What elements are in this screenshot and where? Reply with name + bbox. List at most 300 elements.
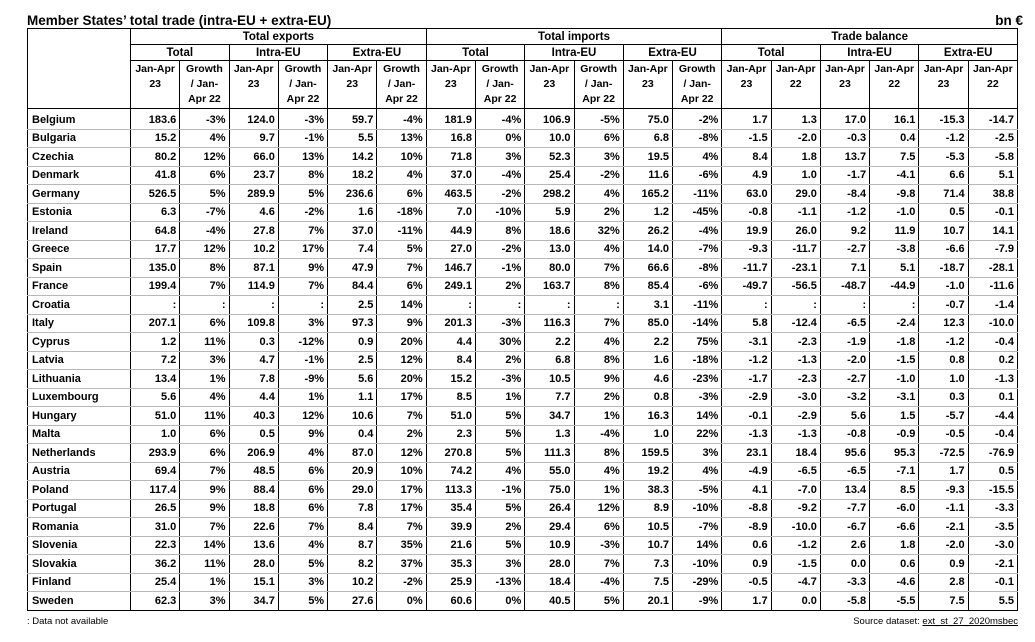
- table-cell: :: [278, 296, 327, 315]
- country-name: Cyprus: [28, 333, 131, 352]
- table-cell: 37.0: [328, 222, 377, 241]
- table-cell: 3%: [475, 555, 524, 574]
- table-cell: 9%: [278, 259, 327, 278]
- table-cell: 7.1: [820, 259, 869, 278]
- table-cell: -1.0: [919, 277, 968, 296]
- table-cell: -12.4: [771, 314, 820, 333]
- table-cell: 47.9: [328, 259, 377, 278]
- table-row: [28, 555, 1018, 574]
- column-header: Jan-Apr 22: [870, 61, 919, 109]
- document-page: [27, 6, 1023, 627]
- table-body: [28, 109, 1018, 611]
- country-name: Germany: [28, 185, 131, 204]
- table-cell: -5.8: [820, 592, 869, 611]
- table-cell: 7%: [180, 518, 229, 537]
- table-row: [28, 425, 1018, 444]
- country-name: Sweden: [28, 592, 131, 611]
- table-cell: 29.0: [328, 481, 377, 500]
- table-cell: 4%: [180, 388, 229, 407]
- table-cell: 8%: [475, 222, 524, 241]
- table-cell: 11%: [180, 407, 229, 426]
- table-cell: -9%: [278, 370, 327, 389]
- table-cell: -1%: [475, 259, 524, 278]
- table-cell: 0.5: [919, 203, 968, 222]
- table-cell: 3%: [180, 351, 229, 370]
- table-cell: -9.2: [771, 499, 820, 518]
- source-dataset-link[interactable]: ext_st_27_2020msbec: [922, 615, 1018, 627]
- table-cell: 207.1: [131, 314, 180, 333]
- trade-table: [27, 28, 1018, 611]
- table-cell: -2.0: [820, 351, 869, 370]
- column-header: Jan-Apr 23: [229, 61, 278, 109]
- table-cell: -10.0: [968, 314, 1017, 333]
- table-cell: -2.9: [722, 388, 771, 407]
- table-cell: 18.6: [525, 222, 574, 241]
- table-cell: 3%: [574, 148, 623, 167]
- table-cell: 18.8: [229, 499, 278, 518]
- table-cell: -72.5: [919, 444, 968, 463]
- table-cell: 6%: [574, 518, 623, 537]
- table-cell: 27.0: [426, 240, 475, 259]
- table-cell: 11%: [180, 555, 229, 574]
- table-cell: 12.3: [919, 314, 968, 333]
- table-cell: -3.2: [820, 388, 869, 407]
- table-cell: 12%: [574, 499, 623, 518]
- table-cell: 270.8: [426, 444, 475, 463]
- table-cell: 4.1: [722, 481, 771, 500]
- table-cell: 1%: [475, 388, 524, 407]
- table-cell: 28.0: [525, 555, 574, 574]
- table-cell: -45%: [673, 203, 722, 222]
- table-cell: -1.0: [870, 370, 919, 389]
- table-row: [28, 259, 1018, 278]
- table-cell: 71.4: [919, 185, 968, 204]
- table-cell: -2.3: [771, 370, 820, 389]
- table-cell: 1.8: [771, 148, 820, 167]
- table-cell: 44.9: [426, 222, 475, 241]
- header-subgroup: Extra-EU: [328, 45, 427, 61]
- table-cell: 5%: [278, 185, 327, 204]
- column-header: Jan-Apr 23: [820, 61, 869, 109]
- table-cell: 52.3: [525, 148, 574, 167]
- table-cell: 8.4: [722, 148, 771, 167]
- table-row: [28, 388, 1018, 407]
- table-cell: 10.5: [525, 370, 574, 389]
- table-cell: 1.7: [919, 462, 968, 481]
- table-cell: -6.5: [820, 314, 869, 333]
- table-cell: 6%: [278, 481, 327, 500]
- table-cell: 0.5: [968, 462, 1017, 481]
- table-cell: 8%: [278, 166, 327, 185]
- table-cell: 5.9: [525, 203, 574, 222]
- table-cell: 4%: [180, 129, 229, 148]
- table-cell: -1.2: [820, 203, 869, 222]
- table-cell: 14.1: [968, 222, 1017, 241]
- table-row: [28, 333, 1018, 352]
- table-cell: 181.9: [426, 109, 475, 130]
- table-cell: -0.4: [968, 333, 1017, 352]
- table-cell: -4%: [377, 109, 426, 130]
- table-cell: 0.3: [229, 333, 278, 352]
- table-cell: -1.5: [771, 555, 820, 574]
- table-cell: 35.3: [426, 555, 475, 574]
- table-cell: 5%: [475, 407, 524, 426]
- table-cell: 1.5: [870, 407, 919, 426]
- table-cell: 15.2: [131, 129, 180, 148]
- table-cell: 21.6: [426, 536, 475, 555]
- table-cell: 63.0: [722, 185, 771, 204]
- table-cell: 40.3: [229, 407, 278, 426]
- table-cell: 27.8: [229, 222, 278, 241]
- table-cell: -4.7: [771, 573, 820, 592]
- table-cell: 1%: [180, 573, 229, 592]
- table-cell: 5.1: [968, 166, 1017, 185]
- table-cell: 13.7: [820, 148, 869, 167]
- table-cell: -11.7: [771, 240, 820, 259]
- country-name: Hungary: [28, 407, 131, 426]
- table-cell: -2%: [278, 203, 327, 222]
- table-cell: 5.8: [722, 314, 771, 333]
- country-name: Italy: [28, 314, 131, 333]
- table-cell: 12%: [180, 240, 229, 259]
- table-cell: 97.3: [328, 314, 377, 333]
- table-cell: -7.0: [771, 481, 820, 500]
- country-name: Czechia: [28, 148, 131, 167]
- table-cell: 236.6: [328, 185, 377, 204]
- table-cell: -2%: [673, 109, 722, 130]
- table-row: [28, 296, 1018, 315]
- table-cell: 0.8: [919, 351, 968, 370]
- table-row: [28, 499, 1018, 518]
- table-cell: 87.0: [328, 444, 377, 463]
- table-cell: 25.4: [525, 166, 574, 185]
- table-cell: :: [722, 296, 771, 315]
- table-cell: 69.4: [131, 462, 180, 481]
- table-cell: 1.7: [722, 109, 771, 130]
- table-row: [28, 277, 1018, 296]
- table-cell: 71.8: [426, 148, 475, 167]
- table-cell: -2.7: [820, 370, 869, 389]
- table-cell: 6%: [377, 277, 426, 296]
- column-header: Jan-Apr 23: [623, 61, 672, 109]
- table-cell: -3.0: [968, 536, 1017, 555]
- table-cell: 124.0: [229, 109, 278, 130]
- table-cell: 298.2: [525, 185, 574, 204]
- table-cell: -0.5: [919, 425, 968, 444]
- table-cell: -3%: [475, 314, 524, 333]
- country-name: Slovakia: [28, 555, 131, 574]
- table-cell: -0.1: [968, 573, 1017, 592]
- header-subgroup: Extra-EU: [919, 45, 1018, 61]
- table-cell: 114.9: [229, 277, 278, 296]
- table-cell: 7.2: [131, 351, 180, 370]
- table-cell: 0.0: [771, 592, 820, 611]
- table-cell: 2.8: [919, 573, 968, 592]
- source-label: Source dataset:: [853, 615, 923, 627]
- table-cell: -4%: [574, 573, 623, 592]
- table-cell: 19.9: [722, 222, 771, 241]
- column-header: Jan-Apr 23: [525, 61, 574, 109]
- table-cell: 10.5: [623, 518, 672, 537]
- table-cell: 6%: [180, 425, 229, 444]
- table-cell: 10.0: [525, 129, 574, 148]
- table-cell: 10.6: [328, 407, 377, 426]
- table-cell: -2%: [475, 240, 524, 259]
- table-cell: 11%: [180, 333, 229, 352]
- table-cell: -3%: [180, 109, 229, 130]
- table-cell: -2.3: [771, 333, 820, 352]
- table-cell: -44.9: [870, 277, 919, 296]
- table-cell: -3.1: [722, 333, 771, 352]
- table-cell: -8%: [673, 129, 722, 148]
- table-cell: -8%: [673, 259, 722, 278]
- table-cell: 51.0: [426, 407, 475, 426]
- table-cell: 7%: [278, 518, 327, 537]
- table-cell: -9%: [673, 592, 722, 611]
- table-cell: :: [771, 296, 820, 315]
- table-cell: 14%: [180, 536, 229, 555]
- table-cell: 13.6: [229, 536, 278, 555]
- table-cell: -1.2: [919, 333, 968, 352]
- table-cell: 80.2: [131, 148, 180, 167]
- table-cell: -0.4: [968, 425, 1017, 444]
- country-name: Ireland: [28, 222, 131, 241]
- table-cell: -7%: [180, 203, 229, 222]
- table-cell: 9%: [278, 425, 327, 444]
- table-cell: 8%: [574, 444, 623, 463]
- table-cell: 6%: [278, 499, 327, 518]
- header-blank: [28, 29, 131, 109]
- table-row: [28, 129, 1018, 148]
- country-name: Slovenia: [28, 536, 131, 555]
- table-cell: 84.4: [328, 277, 377, 296]
- table-cell: -1.2: [919, 129, 968, 148]
- table-cell: 18.4: [525, 573, 574, 592]
- table-cell: -4%: [673, 222, 722, 241]
- table-footer: [27, 616, 1018, 627]
- table-cell: 2%: [574, 388, 623, 407]
- table-cell: 25.9: [426, 573, 475, 592]
- country-name: Latvia: [28, 351, 131, 370]
- table-cell: -5.5: [870, 592, 919, 611]
- table-cell: 14.0: [623, 240, 672, 259]
- table-cell: :: [426, 296, 475, 315]
- table-cell: 26.2: [623, 222, 672, 241]
- table-cell: 1.2: [131, 333, 180, 352]
- table-cell: :: [131, 296, 180, 315]
- table-cell: 1%: [278, 388, 327, 407]
- table-cell: -7%: [673, 518, 722, 537]
- table-cell: -8.9: [722, 518, 771, 537]
- table-cell: -3.5: [968, 518, 1017, 537]
- table-cell: 5%: [475, 425, 524, 444]
- table-cell: 10%: [377, 462, 426, 481]
- country-name: Malta: [28, 425, 131, 444]
- table-cell: -4%: [475, 166, 524, 185]
- country-name: Portugal: [28, 499, 131, 518]
- table-cell: 23.7: [229, 166, 278, 185]
- footnote: : Data not available: [27, 615, 109, 627]
- table-cell: 7.5: [623, 573, 672, 592]
- table-cell: 31.0: [131, 518, 180, 537]
- table-cell: 2.5: [328, 296, 377, 315]
- table-cell: -5.3: [919, 148, 968, 167]
- table-cell: -5%: [574, 109, 623, 130]
- country-name: Bulgaria: [28, 129, 131, 148]
- country-name: Belgium: [28, 109, 131, 130]
- table-cell: 7%: [180, 277, 229, 296]
- table-cell: 6%: [180, 314, 229, 333]
- country-name: Austria: [28, 462, 131, 481]
- table-cell: 4%: [278, 536, 327, 555]
- table-cell: 0%: [475, 592, 524, 611]
- table-row: [28, 370, 1018, 389]
- table-cell: -2%: [475, 185, 524, 204]
- table-cell: 0.9: [919, 555, 968, 574]
- table-cell: 17%: [278, 240, 327, 259]
- table-cell: 206.9: [229, 444, 278, 463]
- header-subgroup: Total: [722, 45, 821, 61]
- table-row: [28, 518, 1018, 537]
- table-cell: 7.7: [525, 388, 574, 407]
- table-cell: 7%: [574, 314, 623, 333]
- table-cell: -7.1: [870, 462, 919, 481]
- table-cell: -0.9: [870, 425, 919, 444]
- table-cell: 463.5: [426, 185, 475, 204]
- table-row: [28, 462, 1018, 481]
- table-cell: 6.3: [131, 203, 180, 222]
- table-cell: 34.7: [525, 407, 574, 426]
- table-cell: 1.0: [131, 425, 180, 444]
- table-cell: 6.8: [525, 351, 574, 370]
- table-cell: -4.4: [968, 407, 1017, 426]
- table-cell: 6%: [278, 462, 327, 481]
- table-cell: 1.1: [328, 388, 377, 407]
- table-cell: 1.0: [771, 166, 820, 185]
- country-name: Greece: [28, 240, 131, 259]
- table-cell: -2.0: [919, 536, 968, 555]
- table-cell: 3%: [475, 148, 524, 167]
- header-subgroup: Total: [426, 45, 525, 61]
- table-cell: -0.7: [919, 296, 968, 315]
- table-row: [28, 573, 1018, 592]
- table-cell: -2.1: [919, 518, 968, 537]
- table-cell: 10.7: [919, 222, 968, 241]
- country-name: Lithuania: [28, 370, 131, 389]
- table-cell: 17%: [377, 388, 426, 407]
- table-cell: -6.5: [820, 462, 869, 481]
- table-cell: -1.3: [968, 370, 1017, 389]
- table-cell: 32%: [574, 222, 623, 241]
- table-row: [28, 444, 1018, 463]
- table-cell: 1%: [574, 407, 623, 426]
- table-cell: -3%: [278, 109, 327, 130]
- column-header: Growth / Jan-Apr 22: [574, 61, 623, 109]
- table-cell: 17%: [377, 499, 426, 518]
- table-cell: -11.6: [968, 277, 1017, 296]
- table-cell: 3%: [278, 314, 327, 333]
- table-cell: 4%: [377, 166, 426, 185]
- column-header: Jan-Apr 23: [131, 61, 180, 109]
- table-cell: 8%: [574, 351, 623, 370]
- table-cell: -3%: [574, 536, 623, 555]
- table-cell: -4%: [180, 222, 229, 241]
- table-cell: 109.8: [229, 314, 278, 333]
- table-cell: -18.7: [919, 259, 968, 278]
- table-cell: -8.4: [820, 185, 869, 204]
- table-cell: 51.0: [131, 407, 180, 426]
- table-cell: 28.0: [229, 555, 278, 574]
- table-cell: 7%: [278, 277, 327, 296]
- table-cell: -11%: [673, 185, 722, 204]
- table-cell: 0.5: [229, 425, 278, 444]
- table-cell: -18%: [377, 203, 426, 222]
- header-group: Total exports: [131, 29, 427, 45]
- table-cell: 3.1: [623, 296, 672, 315]
- table-cell: -8.8: [722, 499, 771, 518]
- table-cell: 4%: [574, 462, 623, 481]
- table-cell: 87.1: [229, 259, 278, 278]
- table-cell: 20.1: [623, 592, 672, 611]
- table-cell: 1%: [180, 370, 229, 389]
- table-cell: 9%: [574, 370, 623, 389]
- table-cell: -3%: [475, 370, 524, 389]
- table-cell: -28.1: [968, 259, 1017, 278]
- table-cell: -1.4: [968, 296, 1017, 315]
- table-cell: 4%: [574, 240, 623, 259]
- table-cell: 0.0: [820, 555, 869, 574]
- table-row: [28, 222, 1018, 241]
- table-cell: -11%: [673, 296, 722, 315]
- table-cell: 6%: [180, 166, 229, 185]
- table-cell: 0.9: [722, 555, 771, 574]
- table-cell: 38.3: [623, 481, 672, 500]
- table-cell: 5%: [180, 185, 229, 204]
- column-header: Jan-Apr 23: [722, 61, 771, 109]
- table-cell: 17.7: [131, 240, 180, 259]
- table-cell: 0.1: [968, 388, 1017, 407]
- table-cell: -76.9: [968, 444, 1017, 463]
- table-cell: 85.0: [623, 314, 672, 333]
- table-cell: 0.6: [722, 536, 771, 555]
- table-cell: 3%: [278, 573, 327, 592]
- table-cell: 5.6: [328, 370, 377, 389]
- table-cell: 3%: [673, 444, 722, 463]
- table-cell: 59.7: [328, 109, 377, 130]
- table-row: [28, 536, 1018, 555]
- table-cell: 8.4: [426, 351, 475, 370]
- table-cell: 3%: [180, 592, 229, 611]
- table-cell: 12%: [278, 407, 327, 426]
- table-cell: -23%: [673, 370, 722, 389]
- table-cell: 95.3: [870, 444, 919, 463]
- table-cell: 113.3: [426, 481, 475, 500]
- table-cell: -5.7: [919, 407, 968, 426]
- table-cell: 117.4: [131, 481, 180, 500]
- table-cell: 75.0: [623, 109, 672, 130]
- table-cell: -3%: [673, 388, 722, 407]
- table-cell: -0.8: [722, 203, 771, 222]
- table-cell: 159.5: [623, 444, 672, 463]
- table-cell: 5.5: [328, 129, 377, 148]
- header-subgroup: Intra-EU: [525, 45, 624, 61]
- table-cell: 2%: [475, 518, 524, 537]
- table-cell: 111.3: [525, 444, 574, 463]
- table-cell: -3.3: [968, 499, 1017, 518]
- table-cell: -4.1: [870, 166, 919, 185]
- table-cell: 2.5: [328, 351, 377, 370]
- table-cell: -2%: [574, 166, 623, 185]
